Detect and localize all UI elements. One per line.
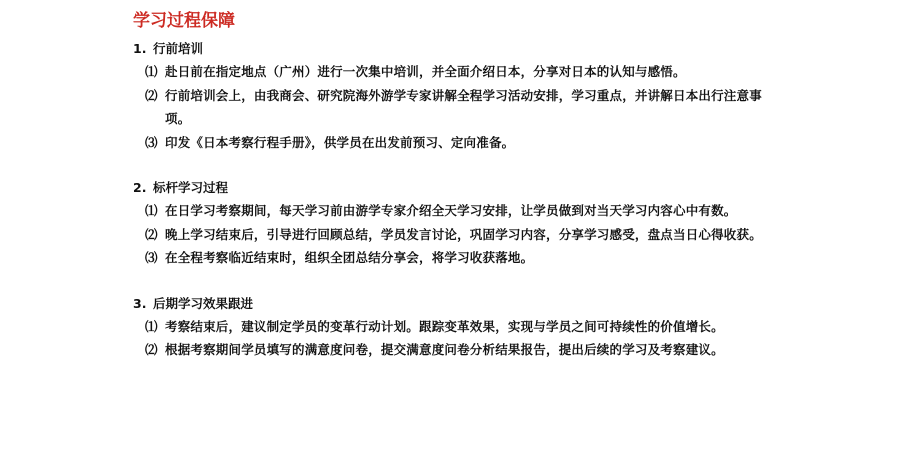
- document-body: [133, 10, 783, 385]
- item-text: 行前培训会上，由我商会、研究院海外游学专家讲解全程学习活动安排，学习重点，并讲解日本出行注意事项。: [165, 87, 762, 126]
- list-item: [133, 223, 783, 247]
- item-text: 印发《日本考察行程手册》，供学员在出发前预习、定向准备。: [165, 134, 515, 150]
- list-item: [133, 315, 783, 339]
- section-number: 2.: [133, 180, 147, 195]
- list-item: [133, 338, 783, 362]
- list-item: [133, 131, 783, 155]
- list-item: [133, 246, 783, 270]
- item-text: 根据考察期间学员填写的满意度问卷，提交满意度问卷分析结果报告，提出后续的学习及考察建议。: [165, 342, 724, 357]
- item-number: ⑶: [145, 134, 158, 150]
- section-heading: [133, 38, 783, 60]
- section-number: 1.: [133, 41, 147, 56]
- section-title: 后期学习效果跟进: [153, 295, 254, 311]
- item-number: ⑴: [145, 318, 158, 334]
- item-number: ⑵: [145, 87, 158, 103]
- list-item: [133, 199, 783, 223]
- list-item: [133, 60, 783, 84]
- section-title: 行前培训: [153, 41, 204, 56]
- item-number: ⑶: [145, 250, 158, 265]
- section-heading: [133, 293, 783, 315]
- section-follow-up: [133, 293, 783, 362]
- item-number: ⑴: [145, 203, 158, 218]
- section-title: 标杆学习过程: [153, 180, 229, 195]
- item-number: ⑵: [145, 226, 158, 242]
- page-title: 学习过程保障: [133, 11, 235, 31]
- section-heading: [133, 177, 783, 199]
- section-benchmark-learning: [133, 177, 783, 270]
- list-item: [133, 84, 783, 131]
- item-text: 在日学习考察期间，每天学习前由游学专家介绍全天学习安排，让学员做到对当天学习内容心中有数。: [165, 203, 737, 218]
- item-text: 考察结束后，建议制定学员的变革行动计划。跟踪变革效果，实现与学员之间可持续性的价值增长。: [165, 318, 724, 334]
- section-number: 3.: [133, 295, 147, 311]
- item-text: 晚上学习结束后，引导进行回顾总结，学员发言讨论，巩固学习内容，分享学习感受，盘点当日心得收获。: [165, 226, 762, 242]
- item-number: ⑴: [145, 64, 158, 79]
- item-number: ⑵: [145, 342, 158, 357]
- section-pre-trip-training: [133, 38, 783, 154]
- item-text: 赴日前在指定地点（广州）进行一次集中培训，并全面介绍日本，分享对日本的认知与感悟。: [165, 64, 686, 79]
- item-text: 在全程考察临近结束时，组织全团总结分享会，将学习收获落地。: [165, 250, 534, 265]
